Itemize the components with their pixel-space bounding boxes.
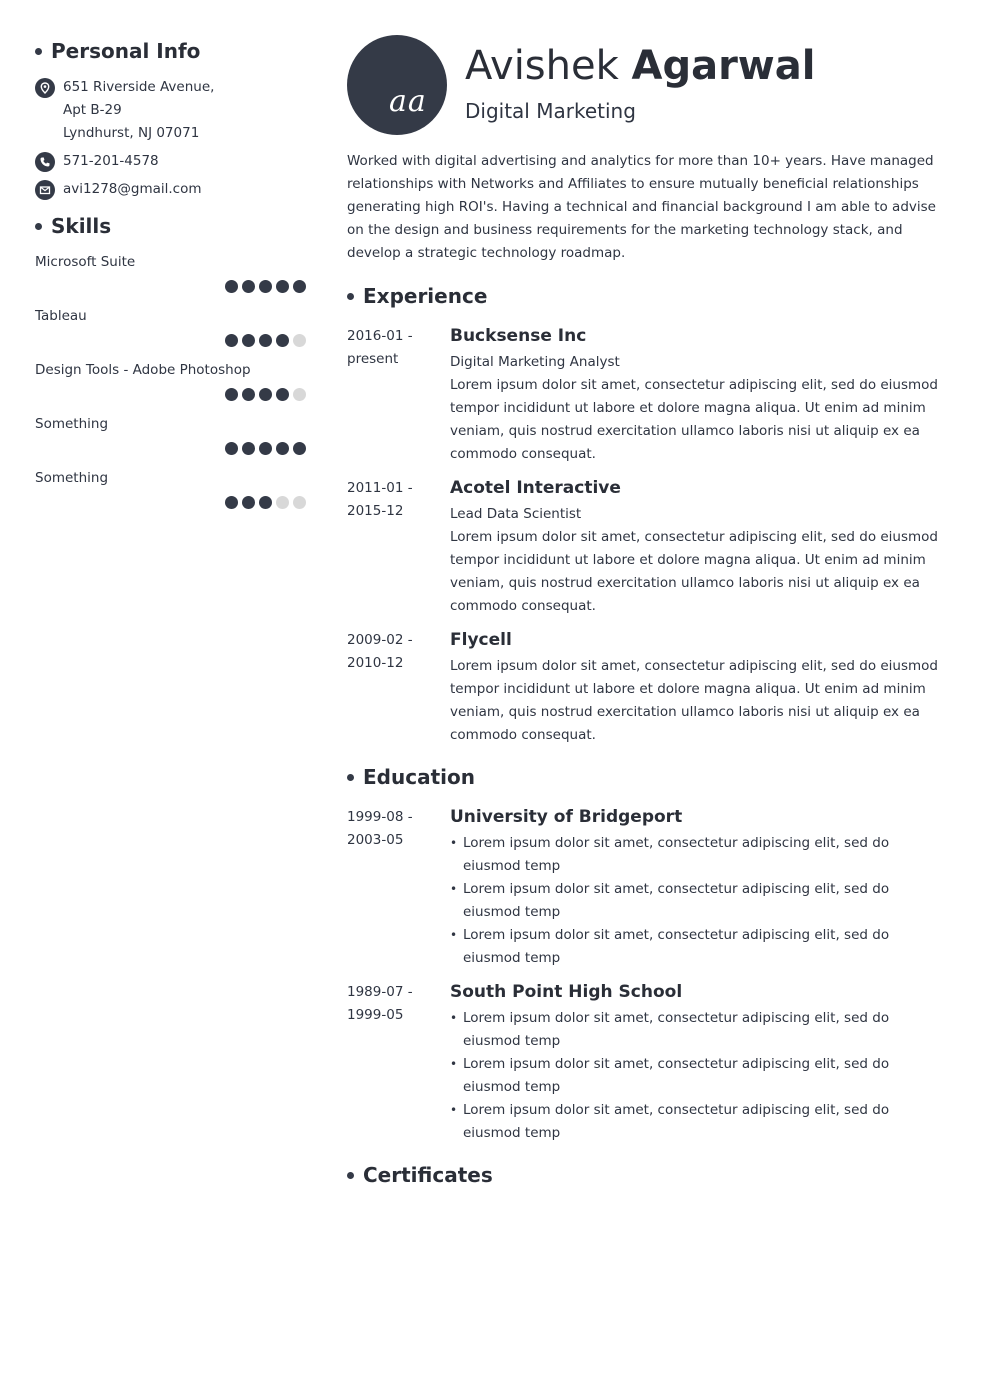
- rating-dot-filled: [259, 496, 272, 509]
- skill-rating: [35, 334, 306, 347]
- rating-dot-filled: [242, 334, 255, 347]
- entry-body: [450, 806, 947, 970]
- company-name: Flycell: [450, 630, 512, 650]
- skill-item: [35, 413, 306, 455]
- phone-number: 571-201-4578: [63, 153, 159, 169]
- date-start: 1989-07 -: [347, 984, 413, 1000]
- entry-date: [347, 981, 450, 1145]
- date-end: 2003-05: [347, 832, 404, 848]
- date-start: 1999-08 -: [347, 809, 413, 825]
- job-role: Lead Data Scientist: [450, 506, 582, 522]
- education-point: • Lorem ipsum dolor sit amet, consectetur adipiscing elit, sed do eiusmod temp: [450, 1007, 947, 1053]
- rating-dot-filled: [259, 334, 272, 347]
- experience-entry: [347, 325, 947, 466]
- full-name: [465, 36, 815, 96]
- rating-dot-empty: [276, 496, 289, 509]
- certificates-heading: [347, 1160, 947, 1190]
- first-name: Avishek: [465, 43, 619, 89]
- education-entry: [347, 806, 947, 970]
- education-points: [450, 832, 947, 970]
- job-description: Lorem ipsum dolor sit amet, consectetur adipiscing elit, sed do eiusmod tempor incididunt ut labore et dolore magna aliqua. Ut enim ad minim veniam, quis nostrud exercitation ullamco laboris nisi ut aliquip ex ea commodo consequat.: [450, 377, 939, 462]
- rating-dot-filled: [242, 388, 255, 401]
- phone-row: [35, 150, 306, 173]
- name-block: [465, 35, 815, 126]
- rating-dot-filled: [242, 496, 255, 509]
- heading-bullet-icon: [35, 48, 42, 55]
- rating-dot-filled: [242, 280, 255, 293]
- education-point: • Lorem ipsum dolor sit amet, consectetur adipiscing elit, sed do eiusmod temp: [450, 1053, 947, 1099]
- main-content: [347, 35, 947, 1190]
- avatar: [347, 35, 447, 135]
- entry-date: [347, 806, 450, 970]
- education-point: • Lorem ipsum dolor sit amet, consectetur adipiscing elit, sed do eiusmod temp: [450, 1099, 947, 1145]
- certificates-title: Certificates: [363, 1163, 493, 1187]
- email-address[interactable]: avi1278@gmail.com: [63, 181, 202, 197]
- skill-item: [35, 251, 306, 293]
- address-line-1: 651 Riverside Avenue,: [63, 79, 215, 95]
- date-start: 2016-01 -: [347, 328, 413, 344]
- skills-title: Skills: [51, 214, 112, 238]
- heading-bullet-icon: [347, 774, 354, 781]
- rating-dot-filled: [293, 280, 306, 293]
- company-name: Bucksense Inc: [450, 326, 587, 346]
- address-row: [35, 76, 306, 145]
- education-point: • Lorem ipsum dolor sit amet, consectetur adipiscing elit, sed do eiusmod temp: [450, 878, 947, 924]
- job-title: Digital Marketing: [465, 99, 636, 123]
- rating-dot-filled: [225, 496, 238, 509]
- location-pin-icon: [35, 78, 55, 98]
- address-line-2: Apt B-29: [63, 102, 122, 118]
- profile-summary: Worked with digital advertising and analytics for more than 10+ years. Have managed relationships with Networks and Affiliates to ensure mutually beneficial relationships generating high ROI's. Having a technical and financial background I am able to advise on the design and business requirements for the marketing technology stack, and develop a strategic technology roadmap.: [347, 153, 936, 261]
- skill-item: [35, 359, 306, 401]
- personal-info-title: Personal Info: [51, 39, 201, 63]
- experience-entry: [347, 477, 947, 618]
- skill-rating: [35, 280, 306, 293]
- skill-item: [35, 467, 306, 509]
- rating-dot-filled: [242, 442, 255, 455]
- skills-list: [35, 251, 306, 509]
- skill-name: Tableau: [35, 308, 87, 324]
- skill-rating: [35, 496, 306, 509]
- date-end: 1999-05: [347, 1007, 404, 1023]
- experience-heading: [347, 281, 947, 311]
- rating-dot-filled: [225, 442, 238, 455]
- rating-dot-filled: [293, 442, 306, 455]
- skill-name: Design Tools - Adobe Photoshop: [35, 362, 251, 378]
- education-entry: [347, 981, 947, 1145]
- date-start: 2009-02 -: [347, 632, 413, 648]
- entry-date: [347, 477, 450, 618]
- entry-date: [347, 325, 450, 466]
- education-points: [450, 1007, 947, 1145]
- rating-dot-filled: [276, 334, 289, 347]
- education-list: [347, 806, 947, 1145]
- experience-title: Experience: [363, 284, 488, 308]
- rating-dot-filled: [225, 334, 238, 347]
- last-name: Agarwal: [631, 43, 816, 89]
- school-name: University of Bridgeport: [450, 807, 683, 827]
- entry-body: [450, 629, 947, 747]
- sidebar: [35, 36, 306, 521]
- skill-name: Something: [35, 416, 109, 432]
- skill-item: [35, 305, 306, 347]
- experience-entry: [347, 629, 947, 747]
- skill-rating: [35, 442, 306, 455]
- job-description: Lorem ipsum dolor sit amet, consectetur adipiscing elit, sed do eiusmod tempor incididunt ut labore et dolore magna aliqua. Ut enim ad minim veniam, quis nostrud exercitation ullamco laboris nisi ut aliquip ex ea commodo consequat.: [450, 658, 939, 743]
- heading-bullet-icon: [35, 223, 42, 230]
- contact-info: [35, 76, 306, 201]
- rating-dot-filled: [276, 442, 289, 455]
- email-row: [35, 178, 306, 201]
- rating-dot-filled: [276, 280, 289, 293]
- job-role: Digital Marketing Analyst: [450, 354, 620, 370]
- entry-date: [347, 629, 450, 747]
- education-point: • Lorem ipsum dolor sit amet, consectetur adipiscing elit, sed do eiusmod temp: [450, 832, 947, 878]
- date-end: present: [347, 351, 399, 367]
- rating-dot-filled: [276, 388, 289, 401]
- experience-list: [347, 325, 947, 747]
- school-name: South Point High School: [450, 982, 683, 1002]
- entry-body: [450, 477, 947, 618]
- rating-dot-empty: [293, 496, 306, 509]
- date-end: 2010-12: [347, 655, 404, 671]
- rating-dot-filled: [225, 388, 238, 401]
- date-end: 2015-12: [347, 503, 404, 519]
- rating-dot-filled: [259, 388, 272, 401]
- entry-body: [450, 981, 947, 1145]
- phone-icon: [35, 152, 55, 172]
- address-line-3: Lyndhurst, NJ 07071: [63, 125, 200, 141]
- education-point: • Lorem ipsum dolor sit amet, consectetur adipiscing elit, sed do eiusmod temp: [450, 924, 947, 970]
- rating-dot-empty: [293, 388, 306, 401]
- header: [347, 35, 947, 135]
- avatar-initials: aa: [389, 84, 427, 119]
- skill-name: Microsoft Suite: [35, 254, 136, 270]
- rating-dot-filled: [259, 442, 272, 455]
- date-start: 2011-01 -: [347, 480, 413, 496]
- entry-body: [450, 325, 947, 466]
- skills-heading: [35, 211, 306, 241]
- heading-bullet-icon: [347, 293, 354, 300]
- email-icon: [35, 180, 55, 200]
- rating-dot-empty: [293, 334, 306, 347]
- skill-rating: [35, 388, 306, 401]
- job-description: Lorem ipsum dolor sit amet, consectetur adipiscing elit, sed do eiusmod tempor incididunt ut labore et dolore magna aliqua. Ut enim ad minim veniam, quis nostrud exercitation ullamco laboris nisi ut aliquip ex ea commodo consequat.: [450, 529, 939, 614]
- skill-name: Something: [35, 470, 109, 486]
- personal-info-heading: [35, 36, 306, 66]
- heading-bullet-icon: [347, 1172, 354, 1179]
- education-title: Education: [363, 765, 475, 789]
- rating-dot-filled: [225, 280, 238, 293]
- rating-dot-filled: [259, 280, 272, 293]
- company-name: Acotel Interactive: [450, 478, 621, 498]
- education-heading: [347, 762, 947, 792]
